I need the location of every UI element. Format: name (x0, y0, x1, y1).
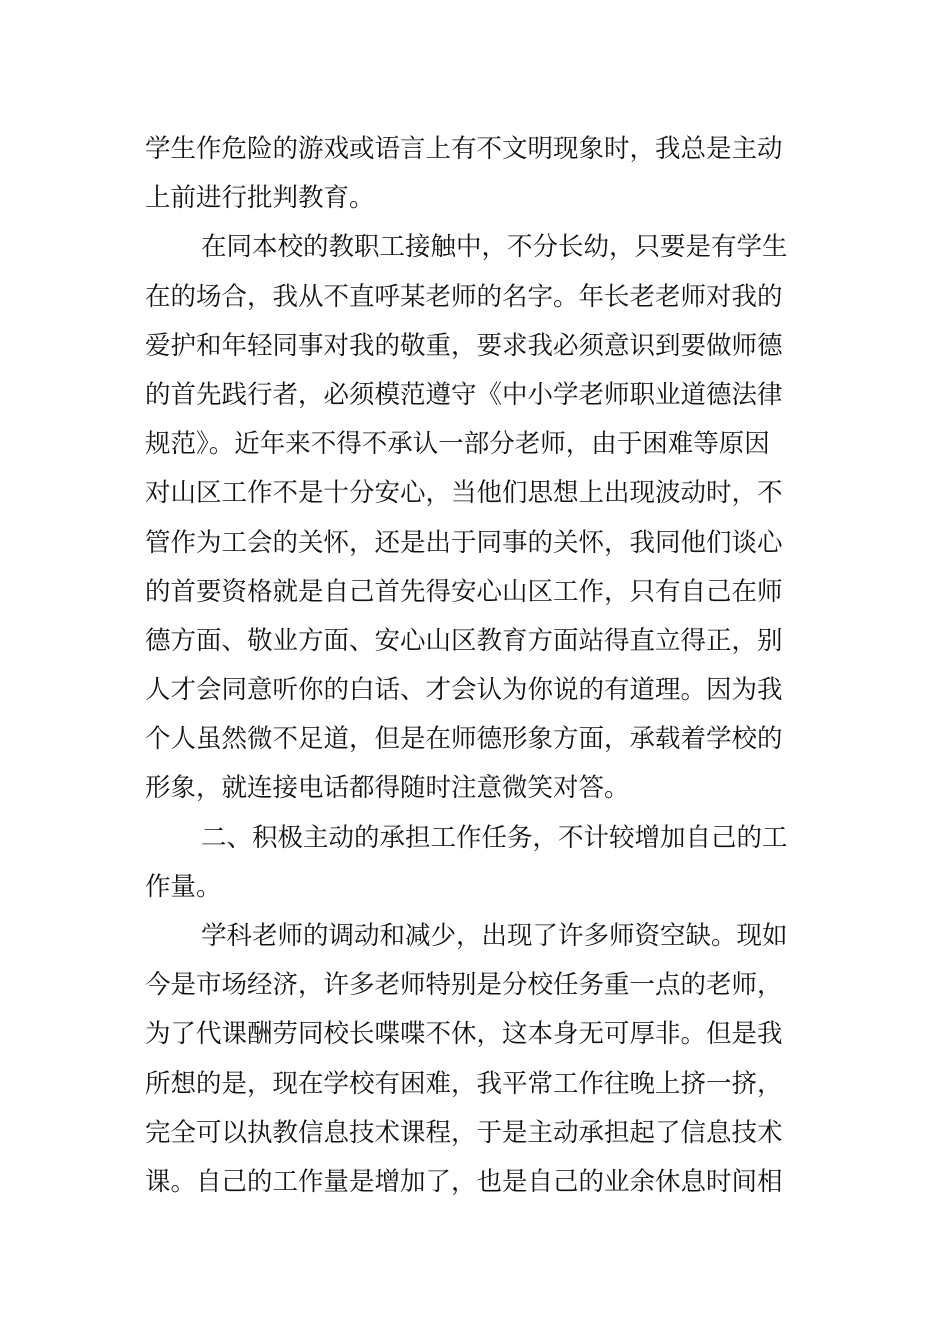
paragraph-first-line: 学科老师的调动和减少，出现了许多师资空缺。现如 (201, 921, 788, 951)
text-line: 对山区工作不是十分安心，当他们思想上出现波动时，不 (145, 478, 783, 509)
paragraph-first-line: 二、积极主动的承担工作任务，不计较增加自己的工 (201, 822, 788, 853)
text-line: 学生作危险的游戏或语言上有不文明现象时，我总是主动 (145, 134, 783, 164)
text-line: 德方面、敬业方面、安心山区教育方面站得直立得正，别 (145, 625, 783, 656)
text-line: 为了代课酬劳同校长喋喋不休，这本身无可厚非。但是我 (145, 1019, 783, 1050)
text-line: 完全可以执教信息技术课程，于是主动承担起了信息技术 (145, 1117, 783, 1148)
text-line: 作量。 (145, 871, 222, 902)
text-line: 所想的是，现在学校有困难，我平常工作往晚上挤一挤， (145, 1068, 783, 1099)
text-line: 今是市场经济，许多老师特别是分校任务重一点的老师， (145, 970, 783, 1001)
text-line: 在的场合，我从不直呼某老师的名字。年长老老师对我的 (145, 281, 783, 312)
text-line: 爱护和年轻同事对我的敬重，要求我必须意识到要做师德 (145, 330, 783, 361)
text-line: 管作为工会的关怀，还是出于同事的关怀，我同他们谈心 (145, 527, 783, 558)
text-line: 形象，就连接电话都得随时注意微笑对答。 (145, 773, 630, 804)
document-body (145, 125, 810, 1207)
text-line: 规范》。近年来不得不承认一部分老师，由于困难等原因 (145, 429, 770, 460)
text-line: 上前进行批判教育。 (145, 183, 375, 214)
paragraph-first-line: 在同本校的教职工接触中，不分长幼，只要是有学生 (201, 232, 788, 263)
text-line: 的首要资格就是自己首先得安心山区工作，只有自己在师 (145, 576, 783, 607)
text-line: 课。自己的工作量是增加了，也是自己的业余休息时间相 (145, 1166, 783, 1197)
text-line: 人才会同意听你的白话、才会认为你说的有道理。因为我 (145, 675, 783, 706)
text-line: 的首先践行者，必须模范遵守《中小学老师职业道德法律 (145, 379, 783, 410)
text-line: 个人虽然微不足道，但是在师德形象方面，承载着学校的 (145, 724, 783, 755)
